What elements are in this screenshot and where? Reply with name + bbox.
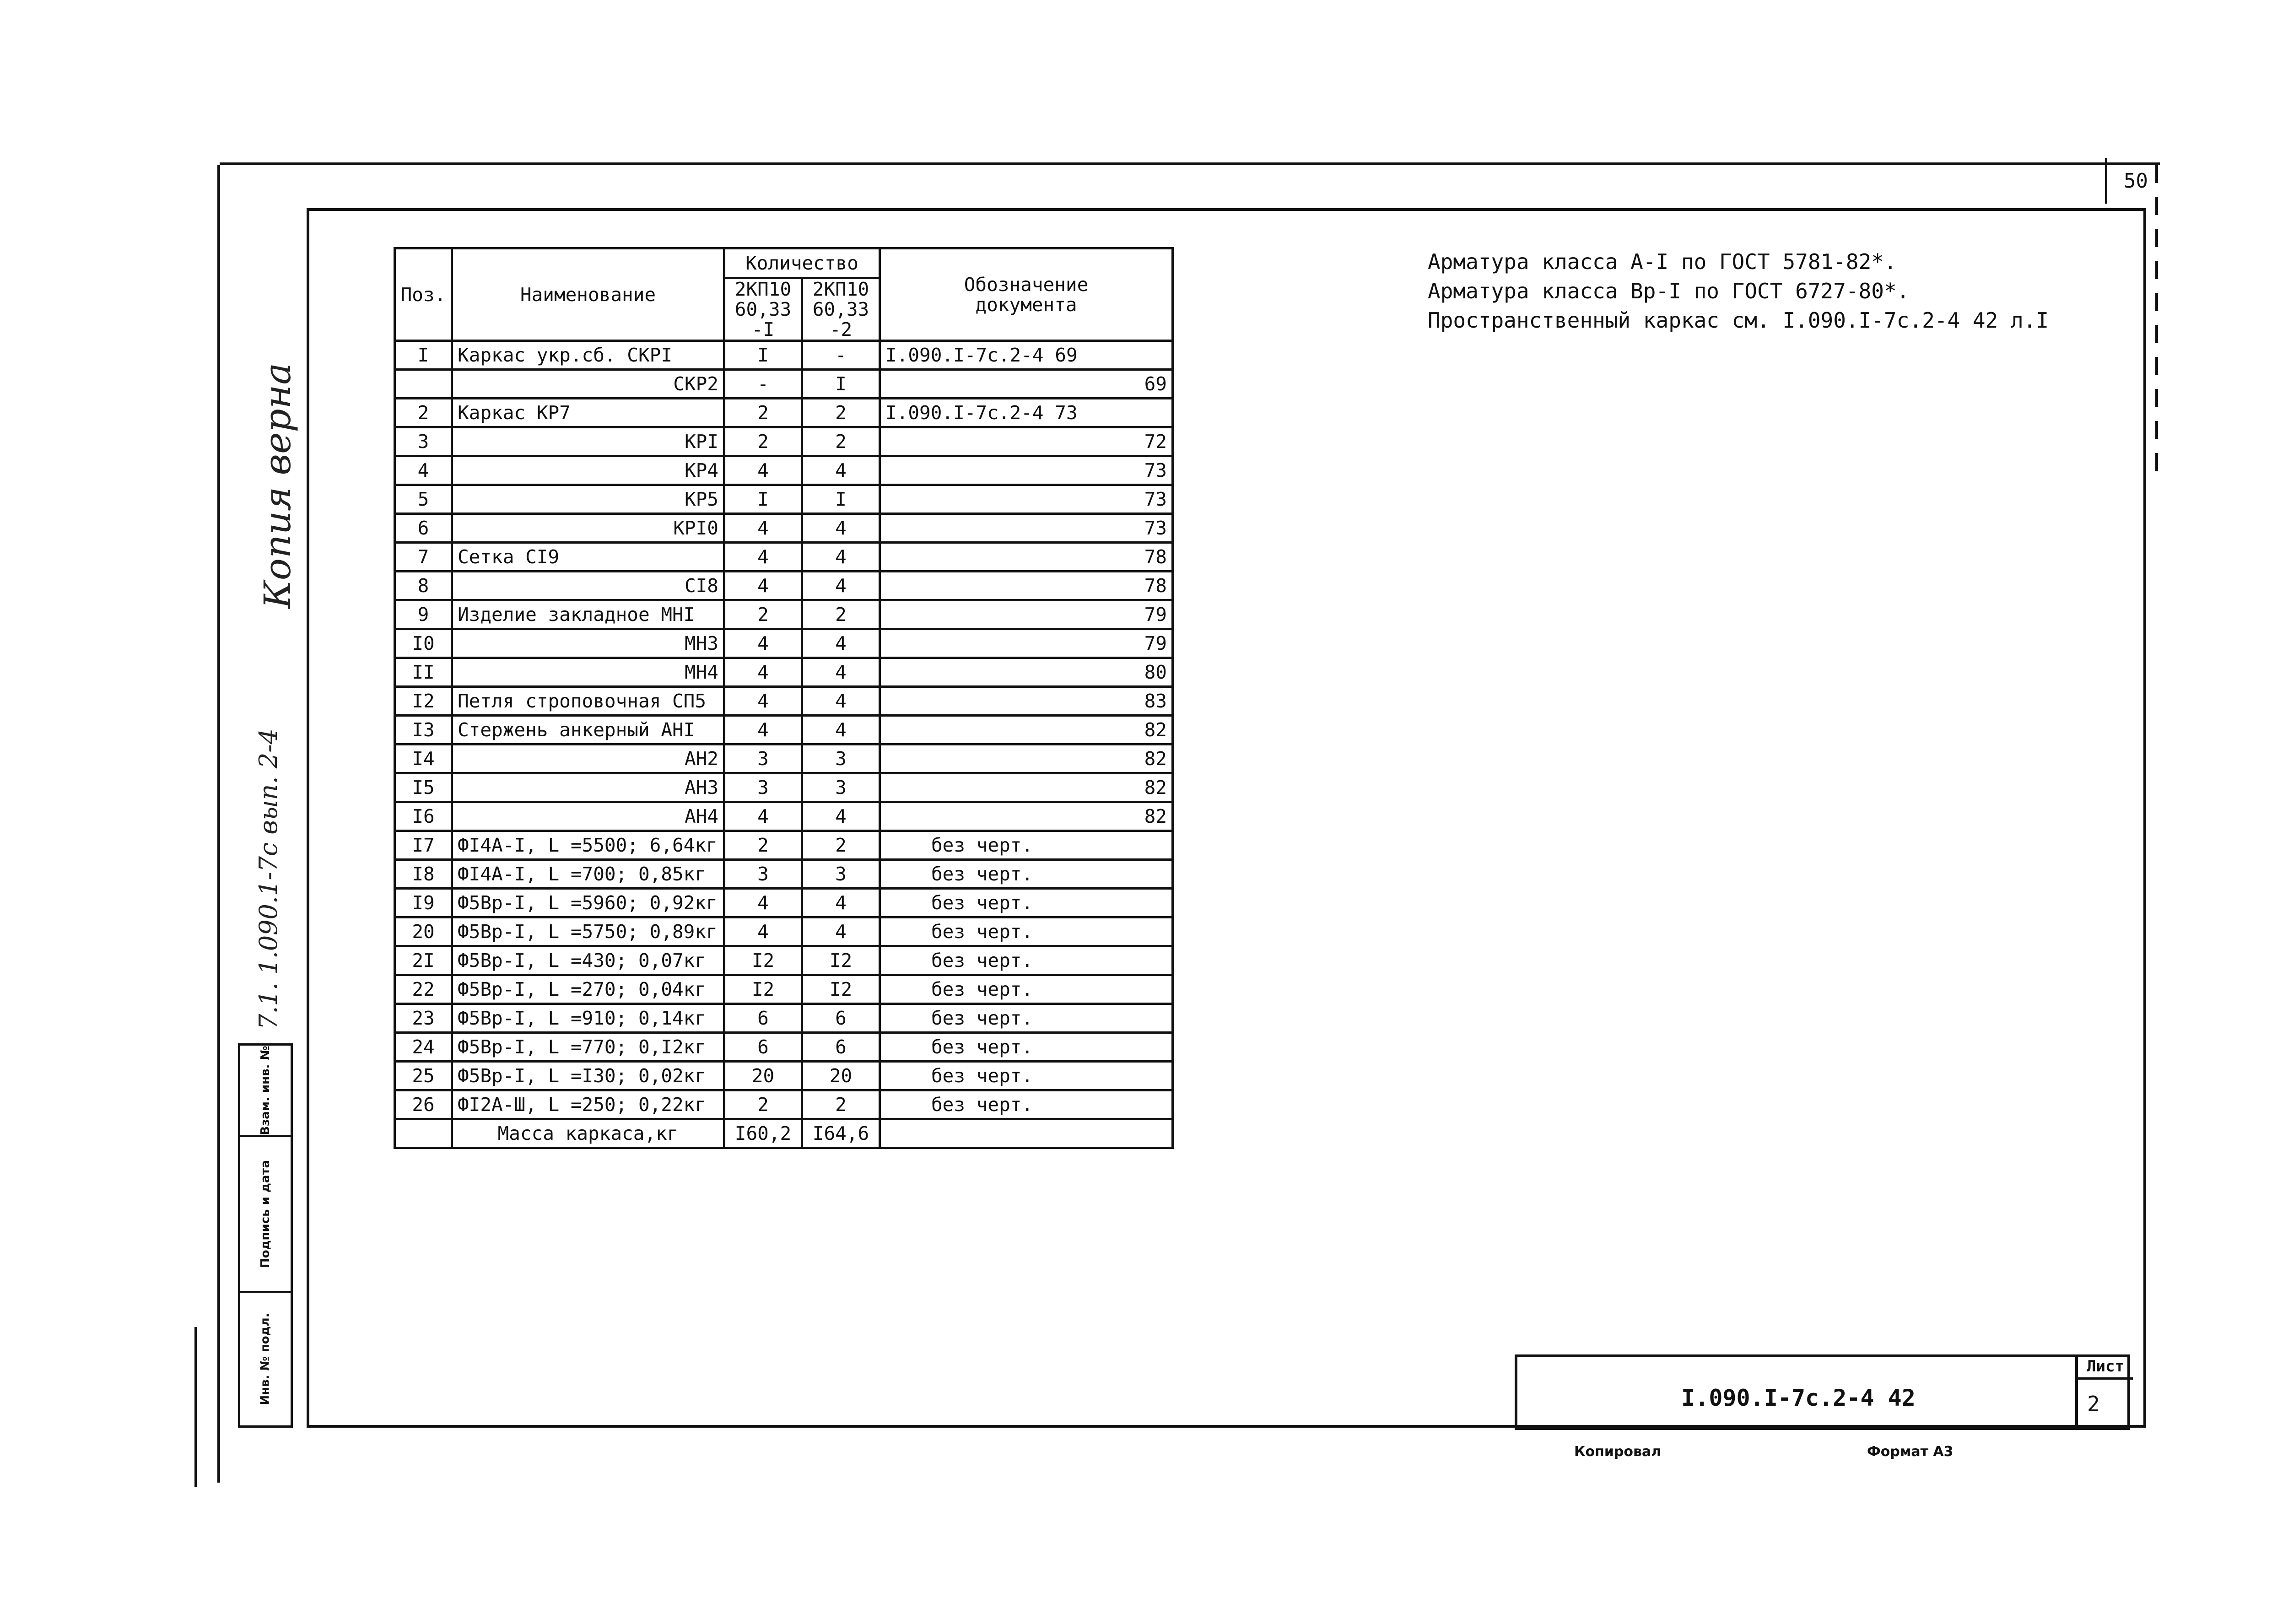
row-doc: без черт. — [880, 860, 1173, 889]
table-row — [395, 917, 1173, 946]
row-qty-1: 3 — [724, 745, 802, 773]
mass-doc — [880, 1119, 1173, 1148]
row-qty-2: 3 — [802, 773, 880, 802]
side-stamp-replacement — [240, 1046, 291, 1137]
footer-copied: Копировал — [1574, 1444, 1662, 1460]
row-pos: 7 — [395, 543, 452, 572]
row-qty-2: I2 — [802, 946, 880, 975]
row-name: Каркас укр.сб. СКРI — [452, 341, 724, 370]
header-qty-line: 2КП10 — [734, 278, 792, 300]
row-name: Ф5Вр-I, L =430; 0,07кг — [452, 946, 724, 975]
table-row — [395, 860, 1173, 889]
row-qty-1: 4 — [724, 802, 802, 831]
header-qty: Количество — [724, 248, 880, 278]
row-pos: I8 — [395, 860, 452, 889]
notes — [1428, 247, 2049, 335]
row-pos: I3 — [395, 716, 452, 745]
mass-value-1: I60,2 — [724, 1119, 802, 1148]
outer-frame-top — [220, 162, 2160, 165]
specification-table — [394, 247, 1174, 1149]
row-doc: I.090.I-7с.2-4 69 — [880, 341, 1173, 370]
table-row — [395, 831, 1173, 860]
row-qty-2: 4 — [802, 802, 880, 831]
row-qty-1: 2 — [724, 427, 802, 456]
outer-frame-left — [217, 165, 220, 1483]
row-qty-2: 4 — [802, 889, 880, 917]
row-name: КРI0 — [452, 514, 724, 543]
row-pos: 25 — [395, 1062, 452, 1090]
header-qty-line: 60,33 — [734, 298, 792, 320]
mass-label: Масса каркаса,кг — [452, 1119, 724, 1148]
note-line: Арматура класса Вр-I по ГОСТ 6727-80*. — [1428, 279, 1910, 303]
row-qty-1: 4 — [724, 514, 802, 543]
row-qty-2: 3 — [802, 745, 880, 773]
row-pos: I0 — [395, 629, 452, 658]
row-name: Ф5Вр-I, L =770; 0,I2кг — [452, 1033, 724, 1062]
table-row — [395, 514, 1173, 543]
row-qty-1: 3 — [724, 773, 802, 802]
row-doc: 79 — [880, 600, 1173, 629]
table-row — [395, 572, 1173, 600]
row-pos: 26 — [395, 1090, 452, 1119]
row-qty-1: 4 — [724, 687, 802, 716]
row-doc: без черт. — [880, 946, 1173, 975]
table-row — [395, 399, 1173, 427]
row-name: Ф5Вр-I, L =5960; 0,92кг — [452, 889, 724, 917]
row-qty-1: I2 — [724, 946, 802, 975]
row-qty-1: 4 — [724, 658, 802, 687]
row-name: АН2 — [452, 745, 724, 773]
header-qty-line: -I — [751, 318, 775, 340]
row-qty-1: 4 — [724, 456, 802, 485]
row-name: Петля строповочная СП5 — [452, 687, 724, 716]
row-doc: без черт. — [880, 1004, 1173, 1033]
row-pos: 8 — [395, 572, 452, 600]
row-name: СКР2 — [452, 370, 724, 399]
row-doc: 73 — [880, 514, 1173, 543]
header-qty-line: 60,33 — [812, 298, 869, 320]
row-pos: 23 — [395, 1004, 452, 1033]
row-qty-2: 2 — [802, 1090, 880, 1119]
table-row — [395, 485, 1173, 514]
row-qty-2: I2 — [802, 975, 880, 1004]
row-qty-2: 6 — [802, 1004, 880, 1033]
row-qty-1: 4 — [724, 716, 802, 745]
row-name: Стержень анкерный АНI — [452, 716, 724, 745]
row-qty-2: 20 — [802, 1062, 880, 1090]
table-row — [395, 427, 1173, 456]
row-qty-2: 2 — [802, 831, 880, 860]
header-doc-line: Обозначение — [964, 273, 1089, 296]
header-doc — [880, 248, 1173, 341]
row-name: МН4 — [452, 658, 724, 687]
outer-frame-right — [2155, 165, 2158, 485]
row-name: Изделие закладное МНI — [452, 600, 724, 629]
row-name: Каркас КР7 — [452, 399, 724, 427]
row-qty-1: I — [724, 485, 802, 514]
table-row — [395, 600, 1173, 629]
row-doc: 82 — [880, 716, 1173, 745]
header-qty-variant-2 — [802, 278, 880, 341]
table-row — [395, 802, 1173, 831]
table-row — [395, 456, 1173, 485]
row-qty-2: 6 — [802, 1033, 880, 1062]
table-row — [395, 1033, 1173, 1062]
row-name: Ф5Вр-I, L =I30; 0,02кг — [452, 1062, 724, 1090]
side-stamp-label: Взам. инв. № — [259, 1046, 272, 1135]
row-qty-2: 2 — [802, 427, 880, 456]
table-row — [395, 687, 1173, 716]
side-stamp — [238, 1043, 293, 1428]
row-pos: 22 — [395, 975, 452, 1004]
row-qty-2: 4 — [802, 543, 880, 572]
header-qty-line: -2 — [829, 318, 853, 340]
row-doc: 73 — [880, 456, 1173, 485]
table-row — [395, 1062, 1173, 1090]
table-row — [395, 1090, 1173, 1119]
row-name: АН4 — [452, 802, 724, 831]
row-qty-1: 6 — [724, 1004, 802, 1033]
row-pos: 9 — [395, 600, 452, 629]
row-doc: 79 — [880, 629, 1173, 658]
document-code: I.090.I-7с.2-4 42 — [1681, 1385, 1916, 1411]
row-name: КР4 — [452, 456, 724, 485]
row-qty-1: 4 — [724, 572, 802, 600]
row-doc: I.090.I-7с.2-4 73 — [880, 399, 1173, 427]
row-qty-1: I — [724, 341, 802, 370]
row-qty-1: 2 — [724, 399, 802, 427]
row-qty-2: 4 — [802, 456, 880, 485]
row-qty-2: 4 — [802, 572, 880, 600]
row-doc: без черт. — [880, 889, 1173, 917]
row-qty-2: - — [802, 341, 880, 370]
row-doc: без черт. — [880, 975, 1173, 1004]
row-qty-2: 4 — [802, 687, 880, 716]
table-row — [395, 946, 1173, 975]
row-doc: 73 — [880, 485, 1173, 514]
row-doc: 78 — [880, 543, 1173, 572]
mass-value-2: I64,6 — [802, 1119, 880, 1148]
side-stamp-label: Подпись и дата — [259, 1160, 273, 1268]
row-qty-2: 4 — [802, 629, 880, 658]
row-pos: I4 — [395, 745, 452, 773]
row-doc: 83 — [880, 687, 1173, 716]
row-qty-2: 2 — [802, 600, 880, 629]
row-qty-2: 3 — [802, 860, 880, 889]
row-name: Ф5Вр-I, L =5750; 0,89кг — [452, 917, 724, 946]
row-name: ФI4А-I, L =5500; 6,64кг — [452, 831, 724, 860]
table-row — [395, 716, 1173, 745]
side-stamp-inventory — [240, 1293, 291, 1425]
row-doc: без черт. — [880, 917, 1173, 946]
row-name: МН3 — [452, 629, 724, 658]
row-qty-2: 4 — [802, 716, 880, 745]
row-name: АН3 — [452, 773, 724, 802]
row-pos: 5 — [395, 485, 452, 514]
row-name: Сетка СI9 — [452, 543, 724, 572]
sheet-label: Лист — [2075, 1355, 2133, 1380]
row-qty-1: 3 — [724, 860, 802, 889]
row-pos: II — [395, 658, 452, 687]
row-qty-1: 4 — [724, 543, 802, 572]
row-qty-2: 4 — [802, 917, 880, 946]
row-qty-1: 4 — [724, 917, 802, 946]
row-doc: 82 — [880, 773, 1173, 802]
row-pos: 3 — [395, 427, 452, 456]
note-line: Пространственный каркас см. I.090.I-7с.2-4 42 л.I — [1428, 308, 2049, 333]
table-row — [395, 889, 1173, 917]
side-reference: 7.1. 1.090.1-7с вып. 2-4 — [254, 728, 283, 1030]
row-qty-1: I2 — [724, 975, 802, 1004]
row-pos: 2 — [395, 399, 452, 427]
handwritten-certification: Копия верна — [256, 362, 299, 609]
row-qty-2: I — [802, 370, 880, 399]
table-row — [395, 341, 1173, 370]
mass-row — [395, 1119, 1173, 1148]
row-doc: без черт. — [880, 831, 1173, 860]
note-line: Арматура класса А-I по ГОСТ 5781-82*. — [1428, 249, 1897, 274]
table-row — [395, 370, 1173, 399]
table-row — [395, 745, 1173, 773]
row-pos: 6 — [395, 514, 452, 543]
header-qty-line: 2КП10 — [812, 278, 869, 300]
row-qty-1: 6 — [724, 1033, 802, 1062]
row-doc: 69 — [880, 370, 1173, 399]
row-qty-1: 4 — [724, 629, 802, 658]
row-qty-1: 2 — [724, 831, 802, 860]
row-pos: 2I — [395, 946, 452, 975]
binding-margin-line — [194, 1327, 197, 1487]
header-qty-variant-1 — [724, 278, 802, 341]
row-doc: 72 — [880, 427, 1173, 456]
row-qty-1: - — [724, 370, 802, 399]
row-name: КР5 — [452, 485, 724, 514]
row-pos: I — [395, 341, 452, 370]
row-pos: I5 — [395, 773, 452, 802]
header-doc-line: документа — [975, 293, 1077, 316]
footer-format: Формат А3 — [1867, 1444, 1953, 1460]
row-name: Ф5Вр-I, L =910; 0,14кг — [452, 1004, 724, 1033]
table-row — [395, 975, 1173, 1004]
row-pos: I2 — [395, 687, 452, 716]
side-stamp-signature — [240, 1137, 291, 1293]
table-row — [395, 658, 1173, 687]
page-number: 50 — [2105, 158, 2164, 204]
row-pos: I6 — [395, 802, 452, 831]
row-doc: без черт. — [880, 1090, 1173, 1119]
header-pos: Поз. — [395, 248, 452, 341]
table-row — [395, 1004, 1173, 1033]
row-pos: I7 — [395, 831, 452, 860]
row-qty-2: 4 — [802, 514, 880, 543]
row-qty-2: 4 — [802, 658, 880, 687]
row-pos: 4 — [395, 456, 452, 485]
row-name: КРI — [452, 427, 724, 456]
row-qty-1: 2 — [724, 1090, 802, 1119]
row-doc: 82 — [880, 745, 1173, 773]
row-name: СI8 — [452, 572, 724, 600]
table-header-row — [395, 248, 1173, 278]
row-doc: 82 — [880, 802, 1173, 831]
row-qty-2: 2 — [802, 399, 880, 427]
row-pos: 20 — [395, 917, 452, 946]
row-doc: 78 — [880, 572, 1173, 600]
header-name: Наименование — [452, 248, 724, 341]
row-qty-1: 20 — [724, 1062, 802, 1090]
row-name: ФI4А-I, L =700; 0,85кг — [452, 860, 724, 889]
row-name: Ф5Вр-I, L =270; 0,04кг — [452, 975, 724, 1004]
row-pos: I9 — [395, 889, 452, 917]
row-doc: 80 — [880, 658, 1173, 687]
mass-pos — [395, 1119, 452, 1148]
table-body — [395, 341, 1173, 1119]
table-row — [395, 629, 1173, 658]
sheet-number: 2 — [2075, 1380, 2130, 1428]
table-row — [395, 773, 1173, 802]
row-doc: без черт. — [880, 1033, 1173, 1062]
row-qty-2: I — [802, 485, 880, 514]
table-row — [395, 543, 1173, 572]
row-qty-1: 2 — [724, 600, 802, 629]
row-pos: 24 — [395, 1033, 452, 1062]
row-name: ФI2А-Ш, L =250; 0,22кг — [452, 1090, 724, 1119]
row-qty-1: 4 — [724, 889, 802, 917]
row-pos — [395, 370, 452, 399]
side-stamp-label: Инв. № подл. — [259, 1313, 272, 1405]
row-doc: без черт. — [880, 1062, 1173, 1090]
